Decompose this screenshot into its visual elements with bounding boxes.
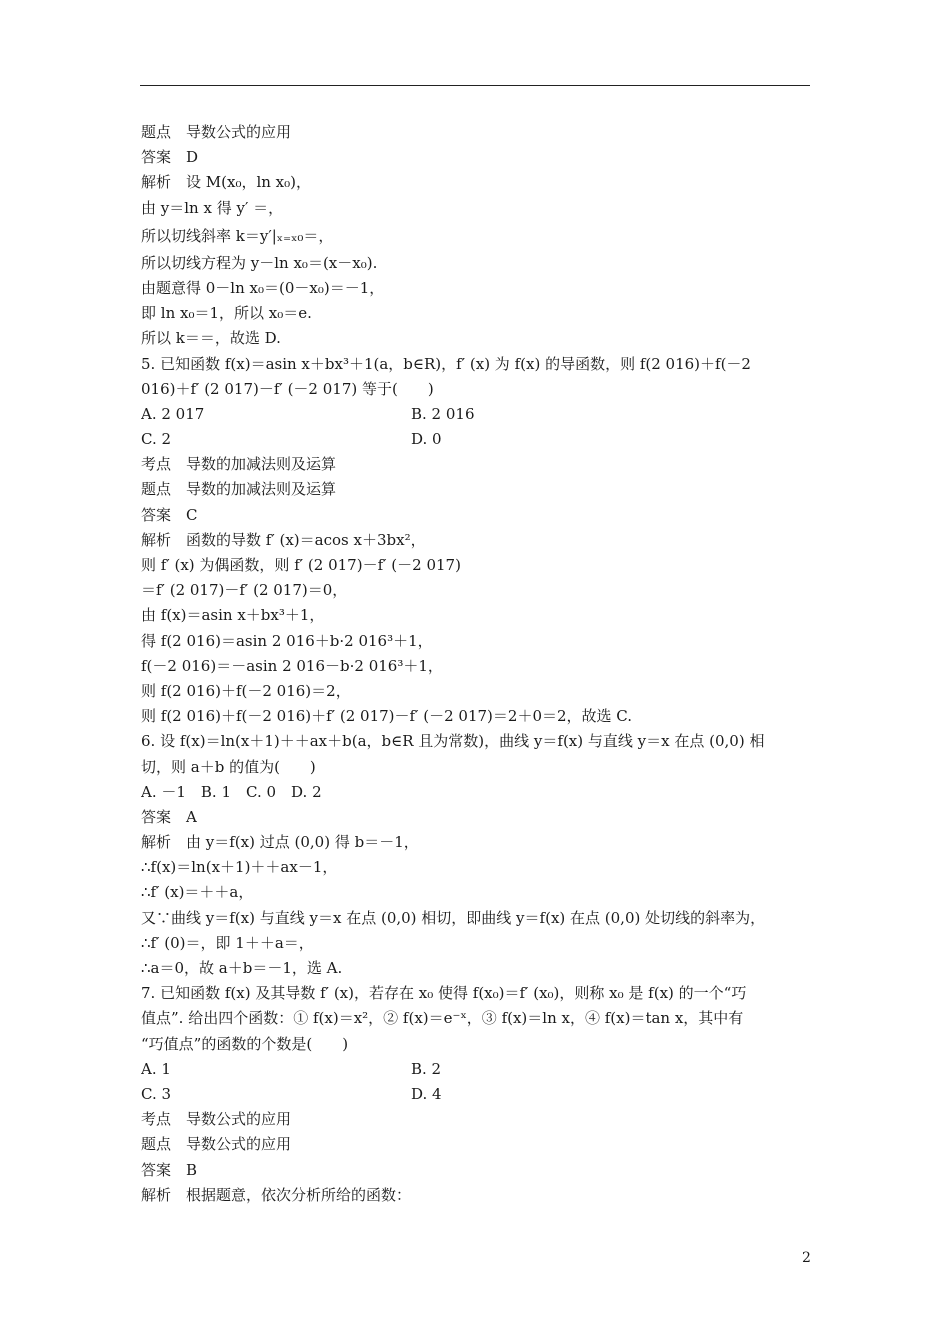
- option-d: D. 0: [411, 430, 442, 449]
- text-line: 答案 A: [141, 807, 197, 826]
- option-a: A. 2 017: [141, 404, 205, 423]
- text-line: ∴f(x)＝ln(x＋1)＋＋ax－1，: [141, 858, 338, 877]
- question-7: 7. 已知函数 f(x) 及其导数 f′ (x)，若存在 x₀ 使得 f(x₀)＝f′ (x₀)，则称 x₀ 是 f(x) 的一个“巧: [141, 984, 747, 1003]
- text-line: 答案 C: [141, 505, 198, 524]
- text-line: 考点 导数公式的应用: [141, 1110, 292, 1129]
- question-5: 5. 已知函数 f(x)＝asin x＋bx³＋1(a，b∈R)，f′ (x) 为 f(x) 的导函数，则 f(2 016)＋f(－2: [141, 354, 751, 373]
- text-line: 即 ln x₀＝1，所以 x₀＝e.: [141, 304, 312, 323]
- text-line: 解析 函数的导数 f′ (x)＝acos x＋3bx²，: [141, 530, 426, 549]
- text-line: 又∵曲线 y＝f(x) 与直线 y＝x 在点 (0,0) 相切，即曲线 y＝f(x) 在点 (0,0) 处切线的斜率为，: [141, 908, 766, 927]
- question-6: 6. 设 f(x)＝ln(x＋1)＋＋ax＋b(a，b∈R 且为常数)，曲线 y＝f(x) 与直线 y＝x 在点 (0,0) 相: [141, 732, 765, 751]
- options-row: [141, 427, 813, 452]
- text-line: ∴f′ (x)＝＋＋a，: [141, 883, 254, 902]
- text-line: 解析 根据题意，依次分析所给的函数：: [141, 1185, 412, 1204]
- text-line: 则 f(2 016)＋f(－2 016)＝2，: [141, 681, 351, 700]
- text-line: 题点 导数公式的应用: [141, 1135, 292, 1154]
- options-row: [141, 402, 813, 427]
- text-line: 由 y＝ln x 得 y′ ＝，: [141, 198, 284, 217]
- option-b: B. 2: [411, 1059, 442, 1078]
- text-line: 所以切线方程为 y－ln x₀＝(x－x₀).: [141, 253, 378, 272]
- text-line: 考点 导数的加减法则及运算: [141, 455, 337, 474]
- text-line: 解析 设 M(x₀，ln x₀)，: [141, 173, 312, 192]
- page-number: 2: [802, 1250, 811, 1266]
- options-row: [141, 1057, 813, 1082]
- option-b: B. 2 016: [411, 404, 475, 423]
- text-line: ∴f′ (0)＝，即 1＋＋a＝，: [141, 933, 314, 952]
- text-line: 所以切线斜率 k＝y′|ₓ₌ₓ₀＝，: [141, 226, 334, 245]
- text-line: ∴a＝0，故 a＋b＝－1，选 A.: [141, 959, 343, 977]
- text-line: ＝f′ (2 017)－f′ (2 017)＝0，: [141, 581, 348, 600]
- options-row: [141, 1082, 813, 1107]
- text-line: f(－2 016)＝－asin 2 016－b·2 016³＋1，: [141, 656, 443, 675]
- text-line: 切，则 a＋b 的值为( ): [141, 757, 316, 776]
- text-line: 得 f(2 016)＝asin 2 016＋b·2 016³＋1，: [141, 631, 433, 650]
- option-c: C. 3: [141, 1084, 172, 1103]
- text-line: “巧值点”的函数的个数是( ): [141, 1034, 349, 1053]
- text-line: 由题意得 0－ln x₀＝(0－x₀)＝－1，: [141, 278, 385, 297]
- option-c: C. 2: [141, 430, 172, 449]
- text-line: 则 f(2 016)＋f(－2 016)＋f′ (2 017)－f′ (－2 017)＝2＋0＝2，故选 C.: [141, 707, 633, 726]
- text-line: 解析 由 y＝f(x) 过点 (0,0) 得 b＝－1，: [141, 833, 419, 852]
- text-line: A. －1 B. 1 C. 0 D. 2: [141, 782, 322, 801]
- option-a: A. 1: [141, 1059, 171, 1078]
- text-line: 题点 导数公式的应用: [141, 123, 292, 141]
- text-line: 所以 k＝＝，故选 D.: [141, 329, 281, 348]
- text-line: 题点 导数的加减法则及运算: [141, 480, 337, 499]
- text-line: 值点”. 给出四个函数：① f(x)＝x²，② f(x)＝e⁻ˣ，③ f(x)＝ln x，④ f(x)＝tan x，其中有: [141, 1009, 744, 1028]
- header-rule: [140, 85, 810, 86]
- text-line: 则 f′ (x) 为偶函数，则 f′ (2 017)－f′ (－2 017): [141, 556, 461, 574]
- text-line: 答案 D: [141, 148, 199, 167]
- text-line: 由 f(x)＝asin x＋bx³＋1，: [141, 606, 325, 625]
- text-line: 016)＋f′ (2 017)－f′ (－2 017) 等于( ): [141, 379, 434, 398]
- option-d: D. 4: [411, 1084, 442, 1103]
- text-line: 答案 B: [141, 1160, 198, 1179]
- page-body: [141, 120, 813, 1208]
